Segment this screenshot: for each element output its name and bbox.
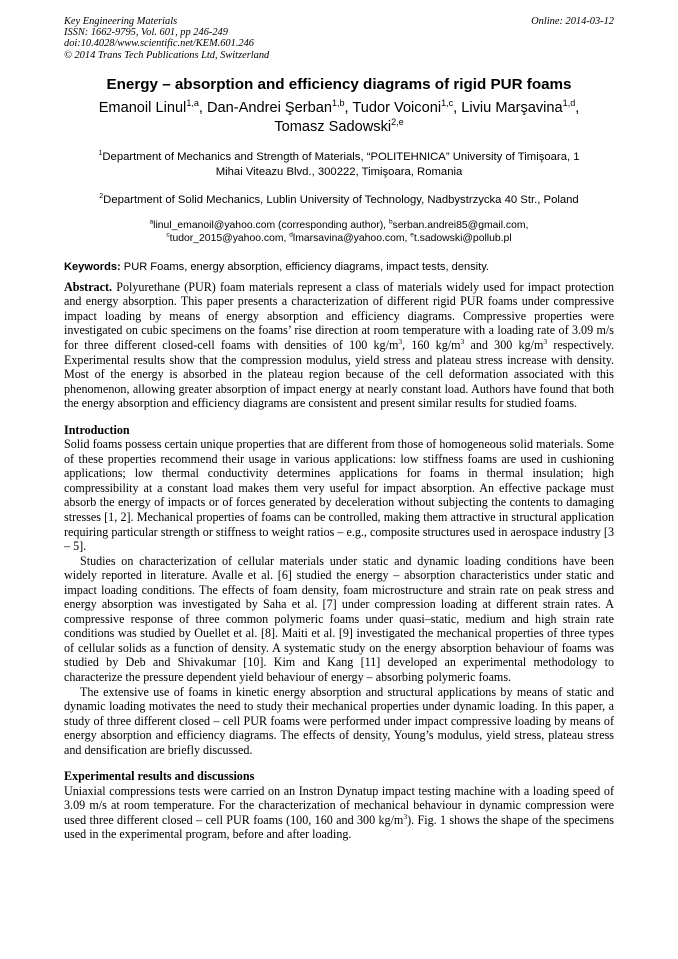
affiliation-2: $^2$Department of Solid Mechanics, Lublin University of Technology, Nadbystrzycka 40 Str., Poland [99, 193, 579, 206]
keywords [64, 260, 614, 274]
affiliation-1: $^1$Department of Mechanics and Strength of Materials, “POLITEHNICA” University of Timişoara, 1 Mihai Viteazu Blvd., 300222, Timişoara, Romania [98, 150, 580, 178]
keywords-text: PUR Foams, energy absorption, efficiency diagrams, impact tests, density. [120, 260, 490, 273]
author-name: Liviu Marşavina [461, 99, 563, 116]
paragraph: The extensive use of foams in kinetic energy absorption and structural applications by means of static and dynamic loading motivates the need to study their mechanical properties under dynamic loading. In this paper, a study of three different closed – cell PUR foams were performed under impact compressive loading by means of energy absorption and efficiency diagrams. The effects of density, Young’s modulus, yield stress, plateau stress and densification are briefly discussed. [64, 684, 614, 757]
author-affiliation-mark: 1,a [186, 97, 199, 108]
email-link[interactable]: t.sadowski@pollub.pl [413, 233, 512, 245]
author-name: Tomasz Sadowski [274, 118, 392, 135]
author-affiliation-mark: 1,c [441, 97, 454, 108]
author-affiliation-mark: 1,b [331, 97, 345, 108]
abstract: Abstract. Polyurethane (PUR) foam materials represent a class of materials widely used for impact protection and energy absorption. This paper presents a characterization of different rigid PUR foams under compressive impact loading by means of energy absorption and efficiency diagrams. Compressive properties were investigated on cubic specimens on the foams’ rise direction at room temperature with a loading rate of 3.09 m/s for three different closed-cell foams with densities of 100 $kg/m^3$, 160 $kg/m^3$ and 300 $kg/m^3$ respectively. Experimental results show that the compression modulus, yield stress and plateau stress increase with density. Most of the energy is absorbed in the plateau region because of the cell deformation associated with this phenomenon, allowing greater absorption of impact energy at nearly constant load. Authors have found that both the energy absorption and efficiency diagrams are consistent and present similar results for studied foams. [64, 279, 614, 411]
journal-copyright: © 2014 Trans Tech Publications Ltd, Switzerland [64, 49, 270, 61]
author-affiliation-mark: 1,d [562, 97, 576, 108]
keywords-label: Keywords: [64, 260, 121, 273]
paper-title: Energy – absorption and efficiency diagrams of rigid PUR foams [106, 75, 572, 93]
email-link[interactable]: lmarsavina@yahoo.com, [292, 233, 411, 245]
paragraph: Uniaxial compressions tests were carried on an Instron Dynatup impact testing machine with a loading speed of 3.09 m/s at room temperature. For the characterization of mechanical behaviour in dynamic compression were used three different closed – cell PUR foams (100, 160 and 300 $kg/m^3$). Fig. 1 shows the shape of the specimens used in the experimental program, before and after loading. [64, 783, 614, 842]
journal-issn: ISSN: 1662-9795, Vol. 601, pp 246-249 [64, 27, 228, 39]
section-heading-experimental: Experimental results and discussions [64, 769, 255, 784]
journal-doi: doi:10.4028/www.scientific.net/KEM.601.246 [64, 38, 254, 50]
abstract-label: Abstract. [64, 279, 113, 294]
author-name: Tudor Voiconi [352, 99, 442, 116]
author-affiliation-mark: 2,e [391, 116, 404, 127]
email-link[interactable]: linul_emanoil@yahoo.com (corresponding author), [153, 219, 389, 231]
author-emails: $^a$linul_emanoil@yahoo.com (corresponding author), $^b$serban.andrei85@gmail.com, $^c$tudor_2015@yahoo.com, $^d$lmarsavina@yahoo.com, $^e$t.sadowski@pollub.pl [149, 218, 529, 245]
journal-name: Key Engineering Materials [64, 16, 178, 27]
journal-header [64, 16, 614, 61]
online-date: Online: 2014-03-12 [531, 16, 614, 27]
paragraph: Solid foams possess certain unique properties that are different from those of homogeneous solid materials. Some of these properties recommend their usage in various applications: low stiffness foams are used in cushioning applications; low thermal conductivity determines applications for foams in thermal insulation; high compressibility at a constant load makes them very useful for impact absorption. An effective package must absorb the energy of impacts or of forces generated by deceleration without subjecting the contents to damaging stresses [1, 2]. Mechanical properties of foams can be controlled, making them attractive in structural application requiring particular strength or stiffness to weight ratios – e.g., composite structures used in aerospace industry [3 – 5]. [64, 437, 614, 554]
section-heading-introduction: Introduction [64, 422, 130, 437]
email-link[interactable]: tudor_2015@yahoo.com, [169, 233, 290, 245]
author-name: Dan-Andrei Şerban [207, 99, 332, 116]
paragraph: Studies on characterization of cellular materials under static and dynamic loading conditions have been widely reported in literature. Avalle et al. [6] studied the energy – absorption characteristics under static and impact loading conditions. The effects of foam density, foam microstructure and strain rate on peak stress and energy absorption was investigated by Saha et al. [7] under compression loading at different strain rates. A compressive response of three common polymeric foams under quasi–static, medium and high strain rate conditions was studied by Ouellet et al. [8]. Maiti et al. [9] investigated the mechanical properties of three types of cellular solids as a function of density. A systematic study on the energy absorption behaviour of foams was studied by Deb and Shivakumar [10]. Kim and Kang [11] developed an experimental methodology to characterize the pressure dependent yield behaviour of energy – absorbing polymeric foams. [64, 553, 614, 684]
author-name: Emanoil Linul [98, 99, 187, 116]
email-link[interactable]: serban.andrei85@gmail.com, [392, 219, 529, 231]
author-list: Emanoil Linul$^{1,a}$, Dan-Andrei Şerban$^{1,b}$, Tudor Voiconi$^{1,c}$, Liviu Marşavina$^{1,d}$, Tomasz Sadowski$^{2,e}$ [98, 97, 580, 135]
journal-info [64, 16, 269, 61]
